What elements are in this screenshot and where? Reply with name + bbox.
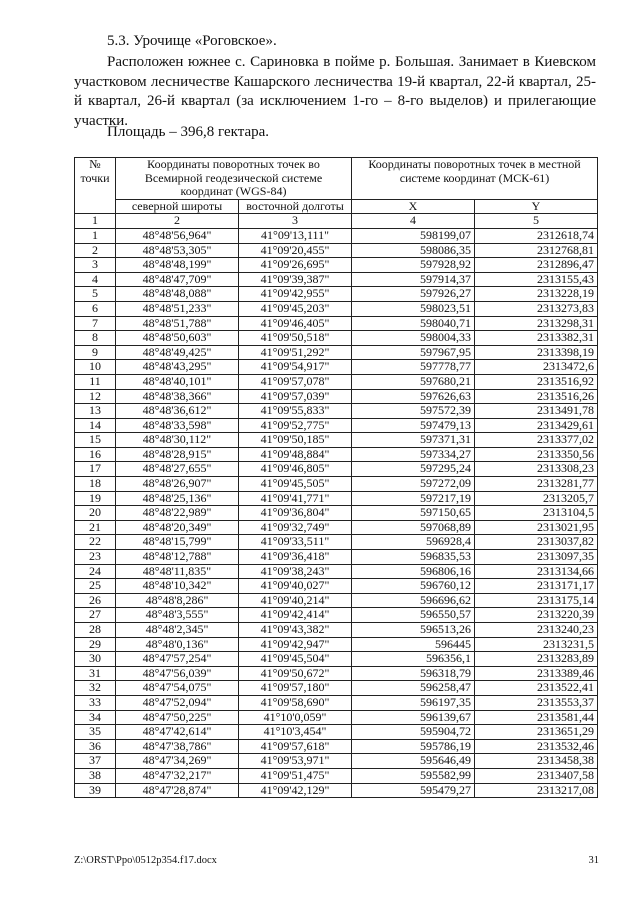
longitude-cell: 41°09'50,672" [239, 666, 352, 681]
x-cell: 596806,16 [352, 564, 475, 579]
table-row [75, 768, 598, 783]
y-cell: 2313298,31 [475, 316, 598, 331]
y-cell: 2313516,92 [475, 374, 598, 389]
x-cell: 597068,89 [352, 520, 475, 535]
x-cell: 598023,51 [352, 301, 475, 316]
table-row [75, 695, 598, 710]
point-number: 11 [75, 374, 116, 389]
x-cell: 598199,07 [352, 228, 475, 243]
x-cell: 598004,33 [352, 331, 475, 346]
point-number: 1 [75, 228, 116, 243]
y-cell: 2313491,78 [475, 404, 598, 419]
y-cell: 2313522,41 [475, 681, 598, 696]
point-number: 39 [75, 783, 116, 798]
table-row [75, 593, 598, 608]
table-row [75, 579, 598, 594]
point-number: 25 [75, 579, 116, 594]
y-cell: 2313021,95 [475, 520, 598, 535]
table-row [75, 360, 598, 375]
header-wgs84: Координаты поворотных точек во Всемирной геодезической системе координат (WGS-84) [116, 158, 352, 200]
longitude-cell: 41°09'36,804" [239, 506, 352, 521]
point-number: 14 [75, 418, 116, 433]
table-row [75, 433, 598, 448]
latitude-cell: 48°48'51,788" [116, 316, 239, 331]
table-row [75, 681, 598, 696]
point-number: 20 [75, 506, 116, 521]
table-row [75, 652, 598, 667]
point-number: 5 [75, 287, 116, 302]
x-cell: 597572,39 [352, 404, 475, 419]
y-cell: 2313220,39 [475, 608, 598, 623]
x-cell: 596356,1 [352, 652, 475, 667]
y-cell: 2313472,6 [475, 360, 598, 375]
longitude-cell: 41°09'45,504" [239, 652, 352, 667]
latitude-cell: 48°47'54,075" [116, 681, 239, 696]
y-cell: 2313581,44 [475, 710, 598, 725]
longitude-cell: 41°09'42,414" [239, 608, 352, 623]
y-cell: 2313273,83 [475, 301, 598, 316]
table-row [75, 550, 598, 565]
latitude-cell: 48°48'36,612" [116, 404, 239, 419]
point-number: 38 [75, 768, 116, 783]
longitude-cell: 41°09'50,518" [239, 331, 352, 346]
location-description: Расположен южнее с. Сариновка в пойме р. Большая. Занимает в Киевском участковом лесничестве Кашарского лесничества 19-й квартал, 22-й квартал, 25-й квартал, 26-й квартал (за исключением 1-го – 8-го выделов) и прилегающие участки. [74, 54, 596, 129]
latitude-cell: 48°48'48,199" [116, 258, 239, 273]
x-cell: 596513,26 [352, 623, 475, 638]
latitude-cell: 48°48'11,835" [116, 564, 239, 579]
longitude-cell: 41°09'26,695" [239, 258, 352, 273]
y-cell: 2313407,58 [475, 768, 598, 783]
latitude-cell: 48°47'57,254" [116, 652, 239, 667]
y-cell: 2313553,37 [475, 695, 598, 710]
table-row [75, 462, 598, 477]
y-cell: 2313217,08 [475, 783, 598, 798]
x-cell: 596139,67 [352, 710, 475, 725]
longitude-cell: 41°09'53,971" [239, 754, 352, 769]
longitude-cell: 41°09'40,214" [239, 593, 352, 608]
header-msk61: Координаты поворотных точек в местной системе координат (МСК-61) [352, 158, 598, 200]
latitude-cell: 48°48'15,799" [116, 535, 239, 550]
latitude-cell: 48°47'56,039" [116, 666, 239, 681]
longitude-cell: 41°09'45,203" [239, 301, 352, 316]
coordinates-table [74, 157, 598, 798]
area-statement: Площадь – 396,8 гектара. [107, 124, 270, 140]
point-number: 19 [75, 491, 116, 506]
table-row [75, 477, 598, 492]
latitude-cell: 48°47'28,874" [116, 783, 239, 798]
x-cell: 596550,57 [352, 608, 475, 623]
column-number-row [75, 214, 598, 229]
latitude-cell: 48°48'2,345" [116, 623, 239, 638]
longitude-cell: 41°09'57,618" [239, 739, 352, 754]
point-number: 10 [75, 360, 116, 375]
y-cell: 2313458,38 [475, 754, 598, 769]
point-number: 29 [75, 637, 116, 652]
table-row [75, 243, 598, 258]
table-row [75, 404, 598, 419]
x-cell: 598086,35 [352, 243, 475, 258]
latitude-cell: 48°48'33,598" [116, 418, 239, 433]
longitude-cell: 41°09'33,511" [239, 535, 352, 550]
x-cell: 596258,47 [352, 681, 475, 696]
table-subheader-row [75, 199, 598, 214]
point-number: 17 [75, 462, 116, 477]
table-row [75, 389, 598, 404]
longitude-cell: 41°10'3,454" [239, 725, 352, 740]
y-cell: 2313228,19 [475, 287, 598, 302]
longitude-cell: 41°09'46,805" [239, 462, 352, 477]
longitude-cell: 41°09'36,418" [239, 550, 352, 565]
longitude-cell: 41°10'0,059" [239, 710, 352, 725]
x-cell: 597150,65 [352, 506, 475, 521]
table-row [75, 535, 598, 550]
x-cell: 597626,63 [352, 389, 475, 404]
point-number: 30 [75, 652, 116, 667]
longitude-cell: 41°09'13,111" [239, 228, 352, 243]
longitude-cell: 41°09'51,292" [239, 345, 352, 360]
point-number: 37 [75, 754, 116, 769]
longitude-cell: 41°09'40,027" [239, 579, 352, 594]
latitude-cell: 48°48'25,136" [116, 491, 239, 506]
header-x: X [352, 199, 475, 214]
point-number: 12 [75, 389, 116, 404]
table-row [75, 725, 598, 740]
table-header-row [75, 158, 598, 200]
point-number: 24 [75, 564, 116, 579]
point-number: 27 [75, 608, 116, 623]
x-cell: 596835,53 [352, 550, 475, 565]
longitude-cell: 41°09'58,690" [239, 695, 352, 710]
latitude-cell: 48°47'42,614" [116, 725, 239, 740]
latitude-cell: 48°48'26,907" [116, 477, 239, 492]
latitude-cell: 48°48'49,425" [116, 345, 239, 360]
longitude-cell: 41°09'20,455" [239, 243, 352, 258]
x-cell: 596696,62 [352, 593, 475, 608]
longitude-cell: 41°09'55,833" [239, 404, 352, 419]
latitude-cell: 48°48'0,136" [116, 637, 239, 652]
y-cell: 2313350,56 [475, 447, 598, 462]
longitude-cell: 41°09'41,771" [239, 491, 352, 506]
x-cell: 597295,24 [352, 462, 475, 477]
latitude-cell: 48°47'34,269" [116, 754, 239, 769]
point-number: 31 [75, 666, 116, 681]
x-cell: 597334,27 [352, 447, 475, 462]
longitude-cell: 41°09'54,917" [239, 360, 352, 375]
x-cell: 596928,4 [352, 535, 475, 550]
y-cell: 2313134,66 [475, 564, 598, 579]
y-cell: 2313382,31 [475, 331, 598, 346]
table-row [75, 710, 598, 725]
latitude-cell: 48°48'43,295" [116, 360, 239, 375]
point-number: 16 [75, 447, 116, 462]
table-row [75, 258, 598, 273]
x-cell: 595582,99 [352, 768, 475, 783]
latitude-cell: 48°47'32,217" [116, 768, 239, 783]
latitude-cell: 48°48'10,342" [116, 579, 239, 594]
table-body [75, 228, 598, 797]
x-cell: 596445 [352, 637, 475, 652]
point-number: 18 [75, 477, 116, 492]
x-cell: 595786,19 [352, 739, 475, 754]
header-longitude: восточной долготы [239, 199, 352, 214]
table-row [75, 754, 598, 769]
column-number: 3 [239, 214, 352, 229]
header-y: Y [475, 199, 598, 214]
point-number: 6 [75, 301, 116, 316]
table-row [75, 520, 598, 535]
x-cell: 597967,95 [352, 345, 475, 360]
longitude-cell: 41°09'43,382" [239, 623, 352, 638]
latitude-cell: 48°48'48,088" [116, 287, 239, 302]
latitude-cell: 48°48'38,366" [116, 389, 239, 404]
y-cell: 2313389,46 [475, 666, 598, 681]
longitude-cell: 41°09'32,749" [239, 520, 352, 535]
y-cell: 2312618,74 [475, 228, 598, 243]
table-row [75, 418, 598, 433]
longitude-cell: 41°09'42,129" [239, 783, 352, 798]
x-cell: 595646,49 [352, 754, 475, 769]
longitude-cell: 41°09'46,405" [239, 316, 352, 331]
x-cell: 596760,12 [352, 579, 475, 594]
longitude-cell: 41°09'57,039" [239, 389, 352, 404]
longitude-cell: 41°09'57,180" [239, 681, 352, 696]
table-row [75, 316, 598, 331]
point-number: 2 [75, 243, 116, 258]
y-cell: 2313231,5 [475, 637, 598, 652]
latitude-cell: 48°48'3,555" [116, 608, 239, 623]
longitude-cell: 41°09'42,955" [239, 287, 352, 302]
file-path: Z:\ORST\Ppo\0512p354.f17.docx [74, 855, 217, 866]
page-number: 31 [588, 855, 599, 866]
y-cell: 2312768,81 [475, 243, 598, 258]
latitude-cell: 48°48'40,101" [116, 374, 239, 389]
latitude-cell: 48°48'56,964" [116, 228, 239, 243]
x-cell: 597217,19 [352, 491, 475, 506]
x-cell: 597479,13 [352, 418, 475, 433]
table-row [75, 272, 598, 287]
longitude-cell: 41°09'57,078" [239, 374, 352, 389]
header-point-number: № точки [75, 158, 116, 214]
latitude-cell: 48°48'20,349" [116, 520, 239, 535]
latitude-cell: 48°47'38,786" [116, 739, 239, 754]
latitude-cell: 48°48'50,603" [116, 331, 239, 346]
latitude-cell: 48°47'52,094" [116, 695, 239, 710]
table-row [75, 374, 598, 389]
x-cell: 597272,09 [352, 477, 475, 492]
column-number: 4 [352, 214, 475, 229]
x-cell: 596197,35 [352, 695, 475, 710]
point-number: 22 [75, 535, 116, 550]
latitude-cell: 48°48'12,788" [116, 550, 239, 565]
latitude-cell: 48°48'47,709" [116, 272, 239, 287]
y-cell: 2313516,26 [475, 389, 598, 404]
point-number: 8 [75, 331, 116, 346]
table-row [75, 447, 598, 462]
y-cell: 2313398,19 [475, 345, 598, 360]
point-number: 4 [75, 272, 116, 287]
column-number: 1 [75, 214, 116, 229]
point-number: 15 [75, 433, 116, 448]
y-cell: 2313651,29 [475, 725, 598, 740]
y-cell: 2313377,02 [475, 433, 598, 448]
y-cell: 2313429,61 [475, 418, 598, 433]
y-cell: 2313155,43 [475, 272, 598, 287]
x-cell: 596318,79 [352, 666, 475, 681]
latitude-cell: 48°48'28,915" [116, 447, 239, 462]
latitude-cell: 48°48'51,233" [116, 301, 239, 316]
table-row [75, 491, 598, 506]
latitude-cell: 48°48'27,655" [116, 462, 239, 477]
y-cell: 2313281,77 [475, 477, 598, 492]
x-cell: 597680,21 [352, 374, 475, 389]
table-row [75, 301, 598, 316]
table-row [75, 564, 598, 579]
y-cell: 2313308,23 [475, 462, 598, 477]
latitude-cell: 48°48'22,989" [116, 506, 239, 521]
point-number: 28 [75, 623, 116, 638]
longitude-cell: 41°09'51,475" [239, 768, 352, 783]
point-number: 34 [75, 710, 116, 725]
table-row [75, 666, 598, 681]
table-row [75, 506, 598, 521]
latitude-cell: 48°48'30,112" [116, 433, 239, 448]
longitude-cell: 41°09'52,775" [239, 418, 352, 433]
longitude-cell: 41°09'39,387" [239, 272, 352, 287]
header-latitude: северной широты [116, 199, 239, 214]
latitude-cell: 48°48'53,305" [116, 243, 239, 258]
y-cell: 2313037,82 [475, 535, 598, 550]
x-cell: 598040,71 [352, 316, 475, 331]
point-number: 26 [75, 593, 116, 608]
x-cell: 597371,31 [352, 433, 475, 448]
table-row [75, 331, 598, 346]
y-cell: 2313240,23 [475, 623, 598, 638]
point-number: 13 [75, 404, 116, 419]
point-number: 36 [75, 739, 116, 754]
table-row [75, 345, 598, 360]
point-number: 9 [75, 345, 116, 360]
table-row [75, 637, 598, 652]
latitude-cell: 48°47'50,225" [116, 710, 239, 725]
section-title: 5.3. Урочище «Роговское». [107, 33, 277, 49]
point-number: 3 [75, 258, 116, 273]
column-number: 2 [116, 214, 239, 229]
y-cell: 2313104,5 [475, 506, 598, 521]
table-row [75, 783, 598, 798]
y-cell: 2313532,46 [475, 739, 598, 754]
x-cell: 595904,72 [352, 725, 475, 740]
table-row [75, 228, 598, 243]
point-number: 23 [75, 550, 116, 565]
y-cell: 2313175,14 [475, 593, 598, 608]
y-cell: 2313205,7 [475, 491, 598, 506]
longitude-cell: 41°09'48,884" [239, 447, 352, 462]
y-cell: 2313283,89 [475, 652, 598, 667]
point-number: 32 [75, 681, 116, 696]
x-cell: 595479,27 [352, 783, 475, 798]
longitude-cell: 41°09'50,185" [239, 433, 352, 448]
y-cell: 2313171,17 [475, 579, 598, 594]
x-cell: 597926,27 [352, 287, 475, 302]
longitude-cell: 41°09'38,243" [239, 564, 352, 579]
y-cell: 2312896,47 [475, 258, 598, 273]
table-row [75, 287, 598, 302]
longitude-cell: 41°09'45,505" [239, 477, 352, 492]
x-cell: 597778,77 [352, 360, 475, 375]
column-number: 5 [475, 214, 598, 229]
point-number: 33 [75, 695, 116, 710]
x-cell: 597914,37 [352, 272, 475, 287]
point-number: 35 [75, 725, 116, 740]
table-row [75, 623, 598, 638]
point-number: 7 [75, 316, 116, 331]
latitude-cell: 48°48'8,286" [116, 593, 239, 608]
table-row [75, 608, 598, 623]
x-cell: 597928,92 [352, 258, 475, 273]
y-cell: 2313097,35 [475, 550, 598, 565]
longitude-cell: 41°09'42,947" [239, 637, 352, 652]
table-row [75, 739, 598, 754]
point-number: 21 [75, 520, 116, 535]
